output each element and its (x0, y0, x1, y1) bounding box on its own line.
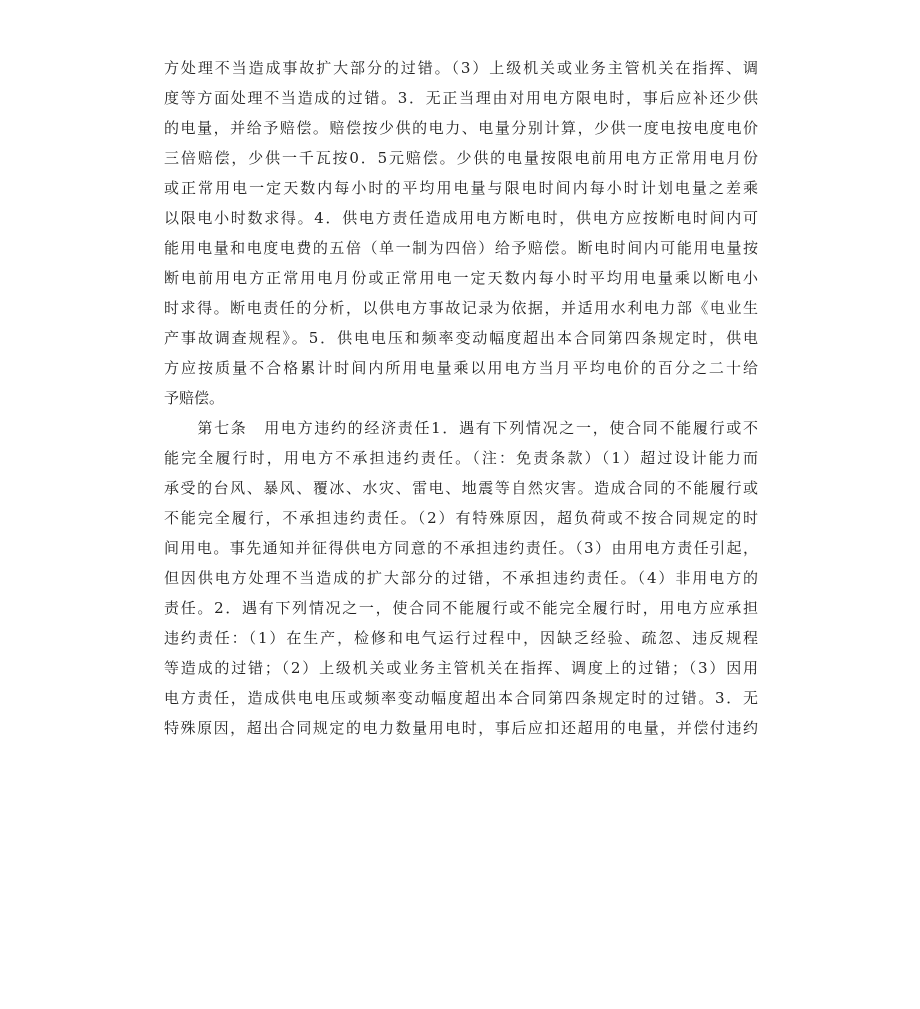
text-line: 但因供电方处理不当造成的扩大部分的过错，不承担违约责任。（4）非用电方的 (164, 569, 758, 587)
text-line: 能完全履行时，用电方不承担违约责任。（注：免责条款）（1）超过设计能力而 (164, 449, 758, 467)
text-line: 或正常用电一定天数内每小时的平均用电量与限电时间内每小时计划电量之差乘 (164, 179, 758, 197)
text-line: 以限电小时数求得。4．供电方责任造成用电方断电时，供电方应按断电时间内可 (164, 209, 758, 227)
text-line: 三倍赔偿，少供一千瓦按0．5元赔偿。少供的电量按限电前用电方正常用电月份 (164, 149, 758, 167)
text-line: 违约责任：（1）在生产，检修和电气运行过程中，因缺乏经验、疏忽、违反规程 (164, 629, 758, 647)
text-line: 间用电。事先通知并征得供电方同意的不承担违约责任。（3）由用电方责任引起， (164, 539, 758, 557)
text-line: 能用电量和电度电费的五倍（单一制为四倍）给予赔偿。断电时间内可能用电量按 (164, 239, 758, 257)
text-line: 责任。2．遇有下列情况之一，使合同不能履行或不能完全履行时，用电方应承担 (164, 599, 758, 617)
text-line: 电方责任，造成供电电压或频率变动幅度超出本合同第四条规定时的过错。3．无 (164, 689, 758, 707)
text-line: 断电前用电方正常用电月份或正常用电一定天数内每小时平均用电量乘以断电小 (164, 269, 758, 287)
text-line: 度等方面处理不当造成的过错。3．无正当理由对用电方限电时，事后应补还少供 (164, 89, 758, 107)
text-line: 予赔偿。 (164, 389, 225, 407)
text-line: 方处理不当造成事故扩大部分的过错。（3）上级机关或业务主管机关在指挥、调 (164, 59, 758, 77)
text-line: 的电量，并给予赔偿。赔偿按少供的电力、电量分别计算，少供一度电按电度电价 (164, 119, 758, 137)
text-line: 产事故调查规程》。5．供电电压和频率变动幅度超出本合同第四条规定时，供电 (164, 329, 758, 347)
text-line: 承受的台风、暴风、覆冰、水灾、雷电、地震等自然灾害。造成合同的不能履行或 (164, 479, 758, 497)
text-line: 不能完全履行，不承担违约责任。（2）有特殊原因，超负荷或不按合同规定的时 (164, 509, 758, 527)
text-line: 方应按质量不合格累计时间内所用电量乘以用电方当月平均电价的百分之二十给 (164, 359, 758, 377)
text-line: 时求得。断电责任的分析，以供电方事故记录为依据，并适用水利电力部《电业生 (164, 299, 758, 317)
text-line: 第七条 用电方违约的经济责任1．遇有下列情况之一，使合同不能履行或不 (164, 419, 758, 437)
text-line: 特殊原因，超出合同规定的电力数量用电时，事后应扣还超用的电量，并偿付违约 (164, 719, 758, 737)
text-line: 等造成的过错；（2）上级机关或业务主管机关在指挥、调度上的过错；（3）因用 (164, 659, 758, 677)
